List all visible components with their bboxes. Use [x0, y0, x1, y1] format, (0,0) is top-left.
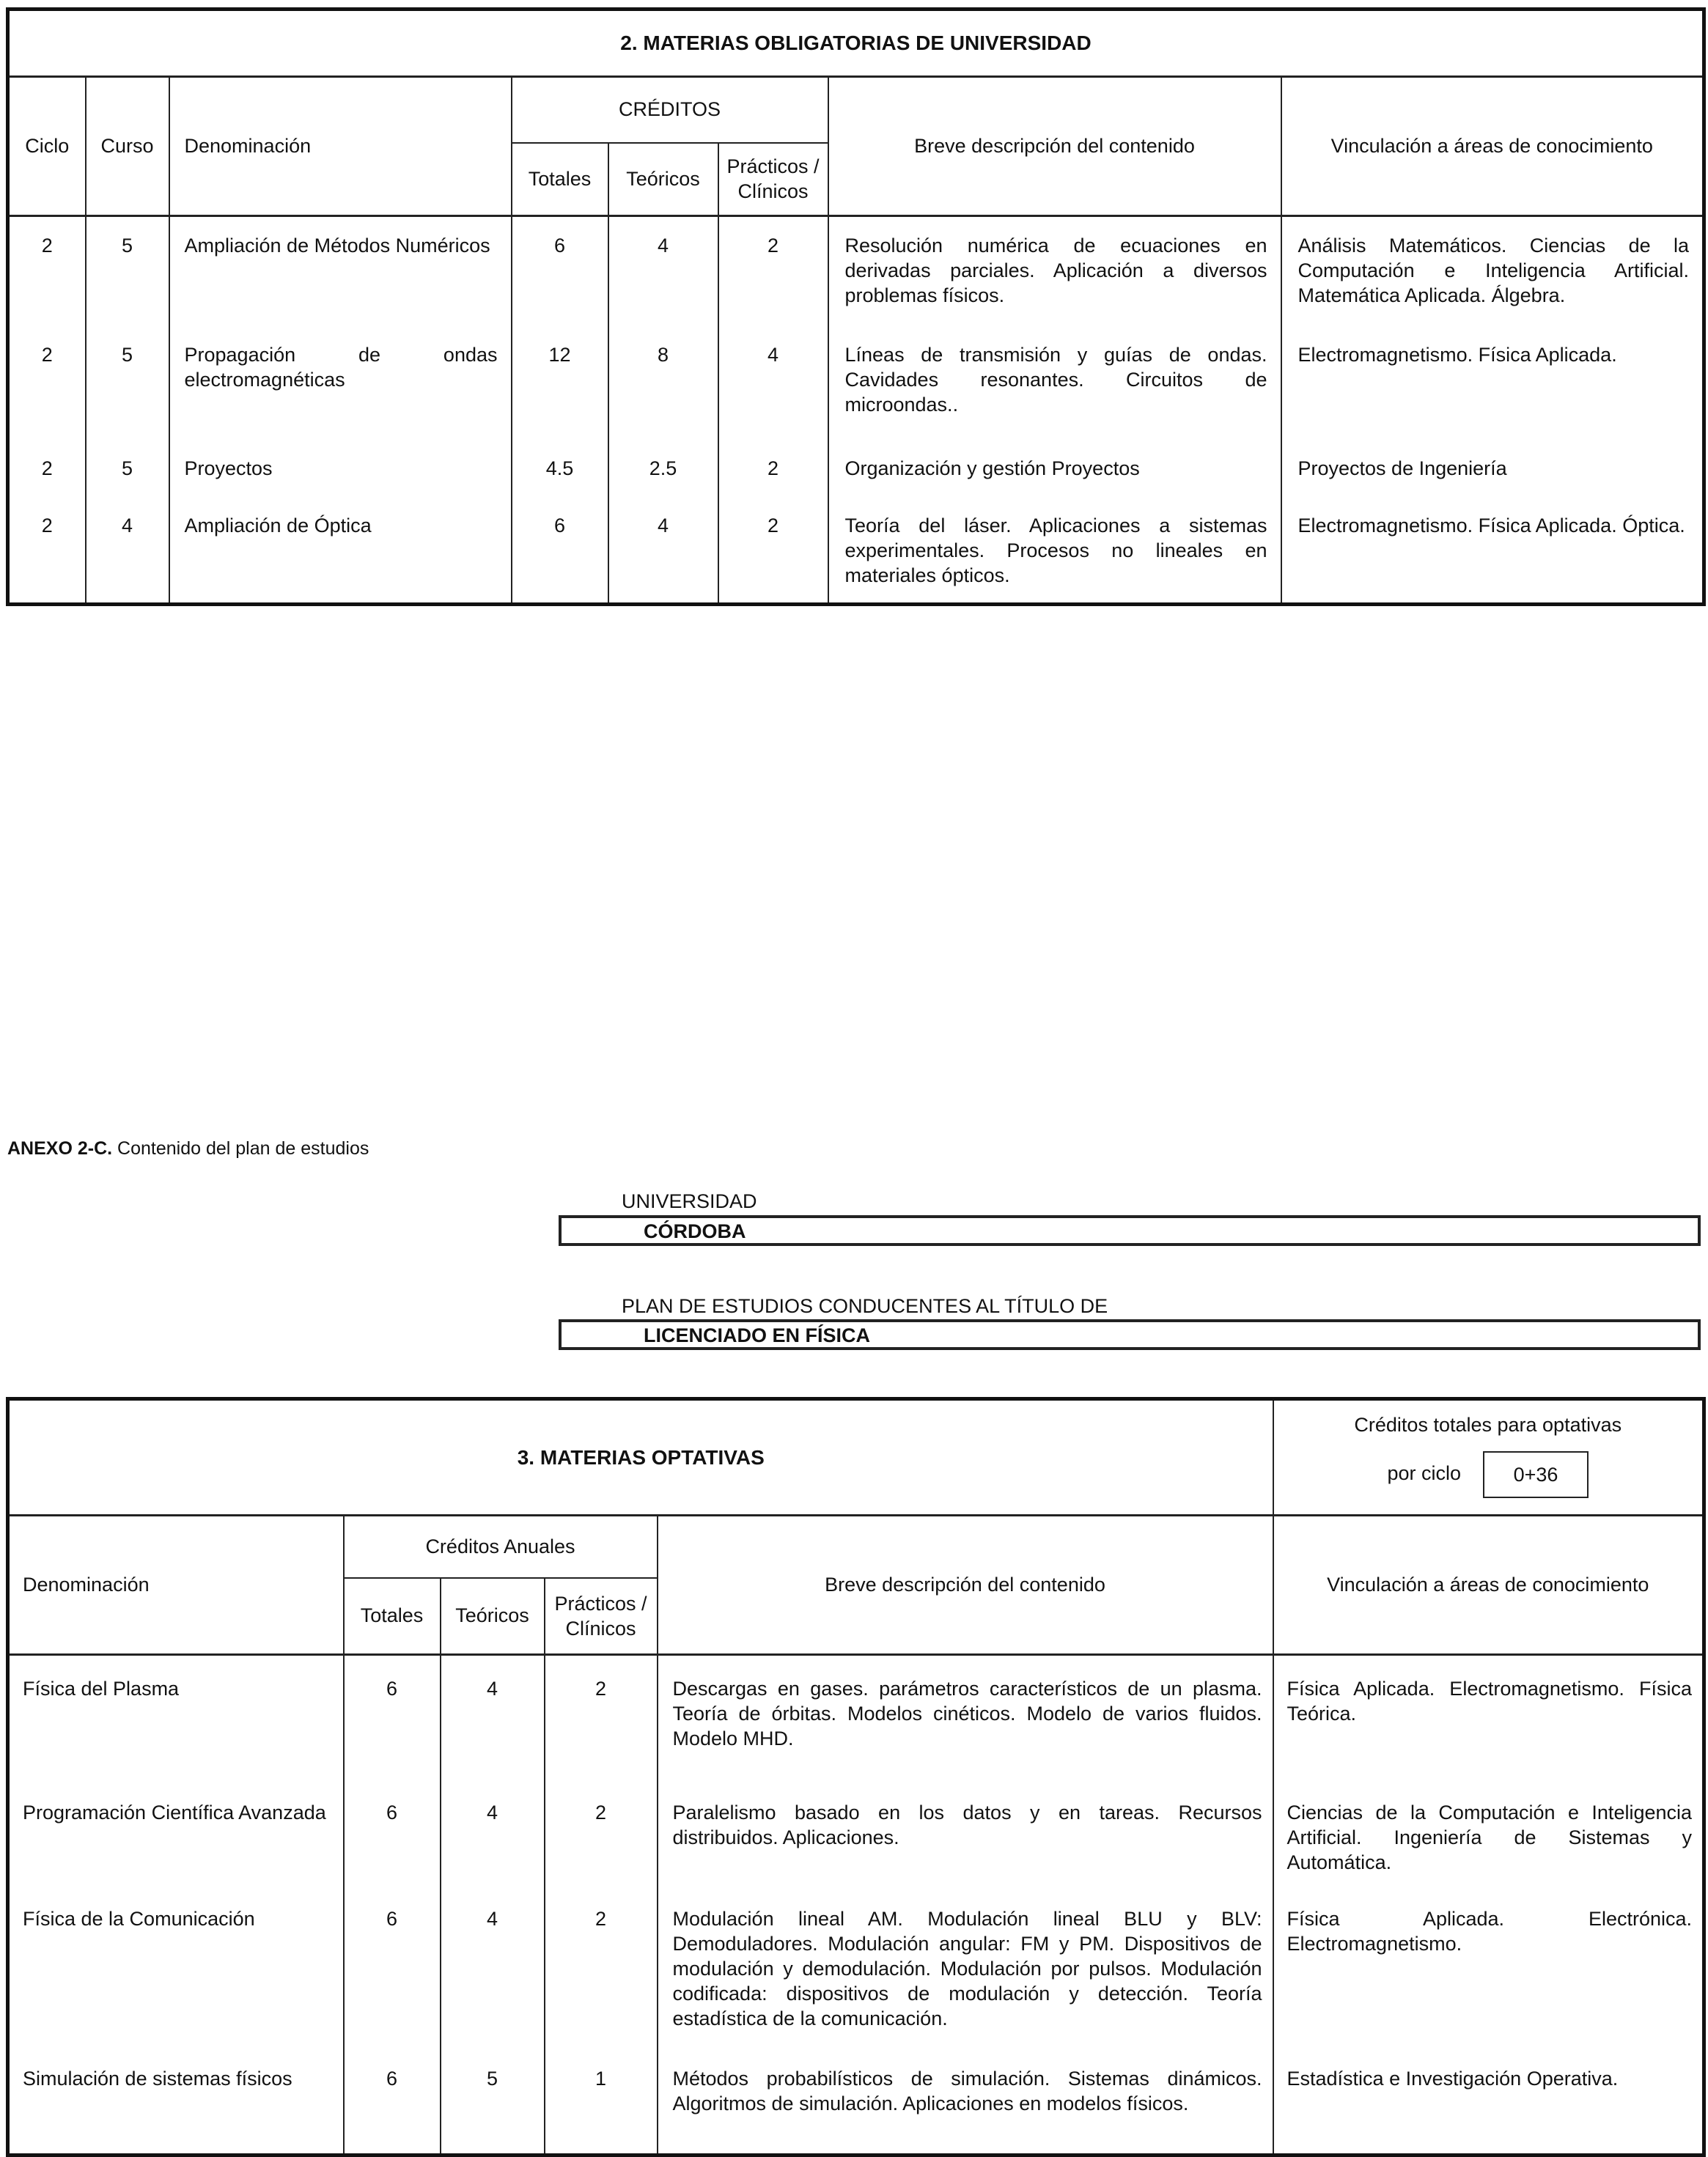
header-teoricos: Teóricos	[608, 143, 718, 216]
header-practicos: Prácticos / Clínicos	[545, 1578, 658, 1655]
cell-descripcion: Métodos probabilísticos de simulación. Sistemas dinámicos. Algoritmos de simulación. Aplicaciones en modelos físicos.	[658, 2046, 1273, 2156]
cell-totales: 6	[344, 1655, 441, 1780]
cell-totales: 6	[344, 2046, 441, 2156]
cell-totales: 6	[512, 216, 608, 326]
cell-vinculacion: Electromagnetismo. Física Aplicada.	[1281, 326, 1704, 440]
cell-totales: 12	[512, 326, 608, 440]
header-descripcion: Breve descripción del contenido	[828, 77, 1281, 216]
cell-descripcion: Resolución numérica de ecuaciones en derivadas parciales. Aplicación a diversos problemas físicos.	[828, 216, 1281, 326]
cell-curso: 5	[86, 216, 169, 326]
cell-practicos: 2	[718, 440, 828, 497]
table-row	[8, 216, 1704, 326]
cell-teoricos: 4	[608, 216, 718, 326]
degree-title-box: LICENCIADO EN FÍSICA	[559, 1319, 1701, 1350]
cell-ciclo: 2	[8, 497, 86, 605]
header-denominacion: Denominación	[169, 77, 512, 216]
cell-descripcion: Paralelismo basado en los datos y en tareas. Recursos distribuidos. Aplicaciones.	[658, 1780, 1273, 1886]
university-name-box: CÓRDOBA	[559, 1215, 1701, 1246]
cell-vinculacion: Proyectos de Ingeniería	[1281, 440, 1704, 497]
header-descripcion: Breve descripción del contenido	[658, 1516, 1273, 1655]
cell-practicos: 2	[718, 216, 828, 326]
cell-vinculacion: Ciencias de la Computación e Inteligencia Artificial. Ingeniería de Sistemas y Automática.	[1273, 1780, 1704, 1886]
header-vinculacion: Vinculación a áreas de conocimiento	[1281, 77, 1704, 216]
cell-vinculacion: Electromagnetismo. Física Aplicada. Óptica.	[1281, 497, 1704, 605]
cell-teoricos: 5	[441, 2046, 545, 2156]
header-teoricos: Teóricos	[441, 1578, 545, 1655]
table-row	[8, 1886, 1704, 2046]
cell-practicos: 1	[545, 2046, 658, 2156]
header-practicos: Prácticos / Clínicos	[718, 143, 828, 216]
cell-totales: 6	[512, 497, 608, 605]
table-row	[8, 497, 1704, 605]
cell-descripcion: Descargas en gases. parámetros característicos de un plasma. Teoría de órbitas. Modelos cinéticos. Modelo de varios fluidos. Modelo MHD.	[658, 1655, 1273, 1780]
table2-title: 3. MATERIAS OPTATIVAS	[8, 1399, 1273, 1516]
cell-teoricos: 4	[441, 1780, 545, 1886]
header-creditos-anuales: Créditos Anuales	[344, 1516, 658, 1578]
cell-descripcion: Teoría del láser. Aplicaciones a sistemas experimentales. Procesos no lineales en materiales ópticos.	[828, 497, 1281, 605]
cell-denominacion: Física de la Comunicación	[8, 1886, 344, 2046]
cell-vinculacion: Física Aplicada. Electrónica. Electromagnetismo.	[1273, 1886, 1704, 2046]
cell-teoricos: 2.5	[608, 440, 718, 497]
per-cycle-label: por ciclo	[1387, 1462, 1462, 1485]
header-totales: Totales	[512, 143, 608, 216]
header-ciclo: Ciclo	[8, 77, 86, 216]
header-curso: Curso	[86, 77, 169, 216]
table-row	[8, 2046, 1704, 2156]
optional-subjects-table	[6, 1397, 1706, 2157]
table-row	[8, 1655, 1704, 1780]
cell-vinculacion: Análisis Matemáticos. Ciencias de la Computación e Inteligencia Artificial. Matemática Aplicada. Álgebra.	[1281, 216, 1704, 326]
table-row	[8, 440, 1704, 497]
cell-vinculacion: Estadística e Investigación Operativa.	[1273, 2046, 1704, 2156]
cell-curso: 5	[86, 326, 169, 440]
header-totales: Totales	[344, 1578, 441, 1655]
annex-heading	[7, 1138, 369, 1159]
cell-practicos: 4	[718, 326, 828, 440]
cell-practicos: 2	[718, 497, 828, 605]
cell-descripcion: Organización y gestión Proyectos	[828, 440, 1281, 497]
mandatory-subjects-table	[6, 7, 1706, 606]
cell-denominacion: Programación Científica Avanzada	[8, 1780, 344, 1886]
cell-teoricos: 4	[608, 497, 718, 605]
table-row	[8, 326, 1704, 440]
cell-denominacion: Proyectos	[169, 440, 512, 497]
annex-label: ANEXO 2-C.	[7, 1138, 113, 1159]
cell-teoricos: 4	[441, 1886, 545, 2046]
header-vinculacion: Vinculación a áreas de conocimiento	[1273, 1516, 1704, 1655]
table1-title: 2. MATERIAS OBLIGATORIAS DE UNIVERSIDAD	[8, 10, 1704, 77]
cell-totales: 6	[344, 1886, 441, 2046]
annex-text: Contenido del plan de estudios	[112, 1138, 369, 1159]
cell-ciclo: 2	[8, 326, 86, 440]
cell-vinculacion: Física Aplicada. Electromagnetismo. Física Teórica.	[1273, 1655, 1704, 1780]
cell-curso: 5	[86, 440, 169, 497]
header-denominacion: Denominación	[8, 1516, 344, 1655]
cell-ciclo: 2	[8, 440, 86, 497]
cell-practicos: 2	[545, 1886, 658, 2046]
plan-label: PLAN DE ESTUDIOS CONDUCENTES AL TÍTULO DE	[622, 1295, 1108, 1317]
optional-credits-label: Créditos totales para optativas	[1354, 1414, 1622, 1436]
cell-practicos: 2	[545, 1655, 658, 1780]
cell-descripcion: Líneas de transmisión y guías de ondas. Cavidades resonantes. Circuitos de microondas..	[828, 326, 1281, 440]
cell-totales: 4.5	[512, 440, 608, 497]
table-row	[8, 1780, 1704, 1886]
cell-practicos: 2	[545, 1780, 658, 1886]
cell-curso: 4	[86, 497, 169, 605]
cell-descripcion: Modulación lineal AM. Modulación lineal BLU y BLV: Demoduladores. Modulación angular: FM y PM. Dispositivos de modulación y demodulación. Modulación por pulsos. Modulación codificada: dispositivos de modulación y detección. Teoría estadística de la comunicación.	[658, 1886, 1273, 2046]
cell-denominacion: Ampliación de Métodos Numéricos	[169, 216, 512, 326]
cell-denominacion: Simulación de sistemas físicos	[8, 2046, 344, 2156]
university-label: UNIVERSIDAD	[622, 1190, 757, 1212]
cell-totales: 6	[344, 1780, 441, 1886]
cell-denominacion: Ampliación de Óptica	[169, 497, 512, 605]
cell-teoricos: 8	[608, 326, 718, 440]
optional-credits-cell	[1273, 1399, 1704, 1516]
cell-teoricos: 4	[441, 1655, 545, 1780]
cell-denominacion: Propagación de ondas electromagnéticas	[169, 326, 512, 440]
cell-denominacion: Física del Plasma	[8, 1655, 344, 1780]
cell-ciclo: 2	[8, 216, 86, 326]
per-cycle-value: 0+36	[1483, 1451, 1589, 1498]
header-creditos: CRÉDITOS	[512, 77, 828, 143]
